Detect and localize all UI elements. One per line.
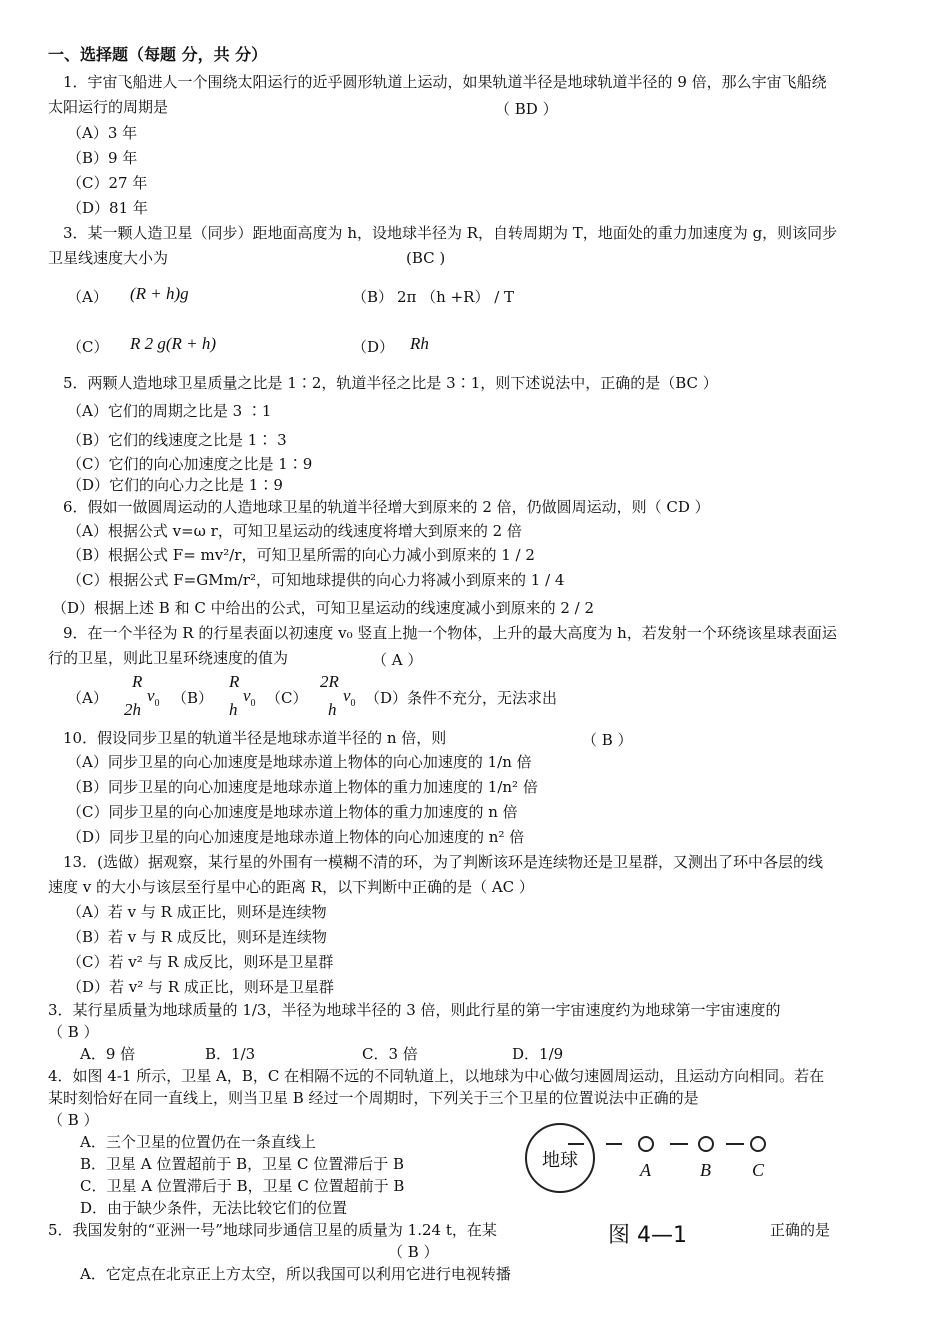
- q6-option-c: （C）根据公式 F=GMm/r²，可知地球提供的向心力将减小到原来的 1 / 4: [67, 571, 565, 589]
- q13-option-a: （A）若 v 与 R 成正比，则环是连续物: [67, 903, 327, 921]
- p4-option-d: D．由于缺少条件，无法比较它们的位置: [80, 1199, 348, 1217]
- q3-option-d-expr: Rh: [410, 334, 429, 353]
- q9-option-c-label: （C）: [266, 689, 308, 707]
- q1-stem-line2: 太阳运行的周期是: [48, 98, 169, 116]
- p5-answer: （ B ）: [388, 1243, 439, 1261]
- q1-option-c: （C）27 年: [67, 174, 148, 192]
- label-c: C: [752, 1160, 765, 1180]
- q6-stem: 6．假如一做圆周运动的人造地球卫星的轨道半径增大到原来的 2 倍，仍做圆周运动，则（ CD ）: [63, 498, 710, 516]
- q9-option-d: （D）条件不充分，无法求出: [365, 689, 558, 707]
- label-a: A: [640, 1160, 651, 1180]
- p3-option-b: B．1/3: [205, 1045, 256, 1063]
- q6-option-b: （B）根据公式 F= mv²/r，可知卫星所需的向心力减小到原来的 1 / 2: [67, 546, 535, 564]
- q10-option-b: （B）同步卫星的向心加速度是地球赤道上物体的重力加速度的 1/n² 倍: [67, 778, 538, 796]
- p3-option-a: A．9 倍: [80, 1045, 136, 1063]
- q13-option-d: （D）若 v² 与 R 成正比，则环是卫星群: [67, 978, 334, 996]
- p4-stem-line1: 4．如图 4-1 所示，卫星 A，B，C 在相隔不远的不同轨道上，以地球为中心做匀速圆周运动，且运动方向相同。若在: [48, 1067, 825, 1085]
- q13-option-b: （B）若 v 与 R 成反比，则环是连续物: [67, 928, 327, 946]
- satellite-c: [751, 1137, 765, 1151]
- q1-option-b: （B）9 年: [67, 149, 138, 167]
- q9-frac-b-numerator: R: [229, 672, 240, 691]
- q3-option-b-label: （B）: [352, 288, 394, 306]
- p5-stem-line1: 5．我国发射的“亚洲一号”地球同步通信卫星的质量为 1.24 t，在某: [48, 1221, 497, 1239]
- p4-stem-line2: 某时刻恰好在同一直线上，则当卫星 B 经过一个周期时，下列关于三个卫星的位置说法中正确的是: [48, 1089, 699, 1107]
- satellite-b: [699, 1137, 713, 1151]
- p3-option-d: D．1/9: [512, 1045, 564, 1063]
- q13-option-c: （C）若 v² 与 R 成反比，则环是卫星群: [67, 953, 334, 971]
- q3-stem-line1: 3．某一颗人造卫星（同步）距地面高度为 h，设地球半径为 R，自转周期为 T，地面处的重力加速度为 g，则该同步: [63, 224, 838, 242]
- section-title: 一、选择题（每题 分，共 分）: [48, 45, 268, 64]
- q1-stem-line1: 1．宇宙飞船进人一个围绕太阳运行的近乎圆形轨道上运动，如果轨道半径是地球轨道半径的 9 倍，那么宇宙飞船绕: [63, 73, 827, 91]
- q3-option-a-label: （A）: [67, 288, 108, 306]
- q9-option-b-label: （B）: [172, 689, 214, 707]
- q5-option-d: （D）它们的向心力之比是 1∶9: [67, 476, 283, 494]
- figure-caption: 图 4—1: [608, 1223, 687, 1248]
- q5-option-a: （A）它们的周期之比是 3 ∶1: [67, 402, 272, 420]
- q9-frac-c-numerator: 2R: [320, 672, 339, 691]
- q10-option-c: （C）同步卫星的向心加速度是地球赤道上物体的重力加速度的 n 倍: [67, 803, 518, 821]
- q9-frac-a-denominator: 2h: [124, 700, 141, 719]
- q6-option-a: （A）根据公式 v=ω r，可知卫星运动的线速度将增大到原来的 2 倍: [67, 522, 522, 540]
- p4-answer: （ B ）: [48, 1111, 99, 1129]
- q10-stem: 10．假设同步卫星的轨道半径是地球赤道半径的 n 倍，则: [63, 729, 447, 747]
- q1-option-d: （D）81 年: [67, 199, 148, 217]
- p3-option-c: C．3 倍: [362, 1045, 418, 1063]
- q1-option-a: （A）3 年: [67, 124, 138, 142]
- q3-stem-line2: 卫星线速度大小为: [48, 249, 169, 267]
- p3-answer: （ B ）: [48, 1023, 99, 1041]
- q5-option-b: （B）它们的线速度之比是 1∶ 3: [67, 431, 287, 449]
- q9-answer: （ A ）: [372, 651, 423, 669]
- q3-option-c-label: （C）: [67, 338, 109, 356]
- q9-frac-a-numerator: R: [132, 672, 143, 691]
- q13-stem-line2: 速度 v 的大小与该层至行星中心的距离 R，以下判断中正确的是（ AC ）: [48, 878, 534, 896]
- q9-frac-c-velocity: $v_0$: [343, 686, 356, 709]
- q3-option-b-expr: 2π （h +R） / T: [397, 288, 515, 306]
- p5-option-a: A．它定点在北京正上方太空，所以我国可以利用它进行电视转播: [80, 1265, 511, 1283]
- q1-answer: （ BD ）: [495, 100, 558, 118]
- q9-stem-line2: 行的卫星，则此卫星环绕速度的值为: [48, 649, 289, 667]
- q10-option-d: （D）同步卫星的向心加速度是地球赤道上物体的向心加速度的 n² 倍: [67, 828, 525, 846]
- q13-stem-line1: 13．(选做）据观察，某行星的外围有一模糊不清的环，为了判断该环是连续物还是卫星群，又测出了环中各层的线: [63, 853, 823, 871]
- q9-frac-c-denominator: h: [328, 700, 337, 719]
- q3-option-a-expr: (R + h)g: [130, 284, 189, 303]
- earth-label: 地球: [542, 1150, 578, 1171]
- q9-stem-line1: 9．在一个半径为 R 的行星表面以初速度 v₀ 竖直上抛一个物体，上升的最大高度为 h，若发射一个环绕该星球表面运: [63, 624, 837, 642]
- q9-frac-b-velocity: $v_0$: [243, 686, 256, 709]
- q10-answer: （ B ）: [582, 731, 633, 749]
- q6-option-d: （D）根据上述 B 和 C 中给出的公式，可知卫星运动的线速度减小到原来的 2 / 2: [52, 599, 595, 617]
- q3-answer: (BC ): [406, 249, 446, 267]
- satellite-a: [639, 1137, 653, 1151]
- p5-stem-line1-tail: 正确的是: [770, 1221, 831, 1239]
- q9-frac-a-velocity: $v_0$: [147, 686, 160, 709]
- p3-stem-line1: 3．某行星质量为地球质量的 1/3，半径为地球半径的 3 倍，则此行星的第一宇宙速度约为地球第一宇宙速度的: [48, 1001, 781, 1019]
- p4-option-a: A．三个卫星的位置仍在一条直线上: [80, 1133, 316, 1151]
- q9-option-a-label: （A）: [67, 689, 108, 707]
- q5-stem: 5．两颗人造地球卫星质量之比是 1∶2，轨道半径之比是 3∶1，则下述说法中，正确的是（BC ）: [63, 374, 718, 392]
- q3-option-d-label: （D）: [352, 338, 395, 356]
- q9-frac-b-denominator: h: [229, 700, 238, 719]
- q5-option-c: （C）它们的向心加速度之比是 1∶9: [67, 455, 313, 473]
- p4-option-c: C．卫星 A 位置滞后于 B，卫星 C 位置超前于 B: [80, 1177, 405, 1195]
- label-b: B: [700, 1160, 711, 1180]
- p4-option-b: B．卫星 A 位置超前于 B，卫星 C 位置滞后于 B: [80, 1155, 404, 1173]
- q10-option-a: （A）同步卫星的向心加速度是地球赤道上物体的向心加速度的 1/n 倍: [67, 753, 532, 771]
- q3-option-c-expr: R 2 g(R + h): [130, 334, 217, 353]
